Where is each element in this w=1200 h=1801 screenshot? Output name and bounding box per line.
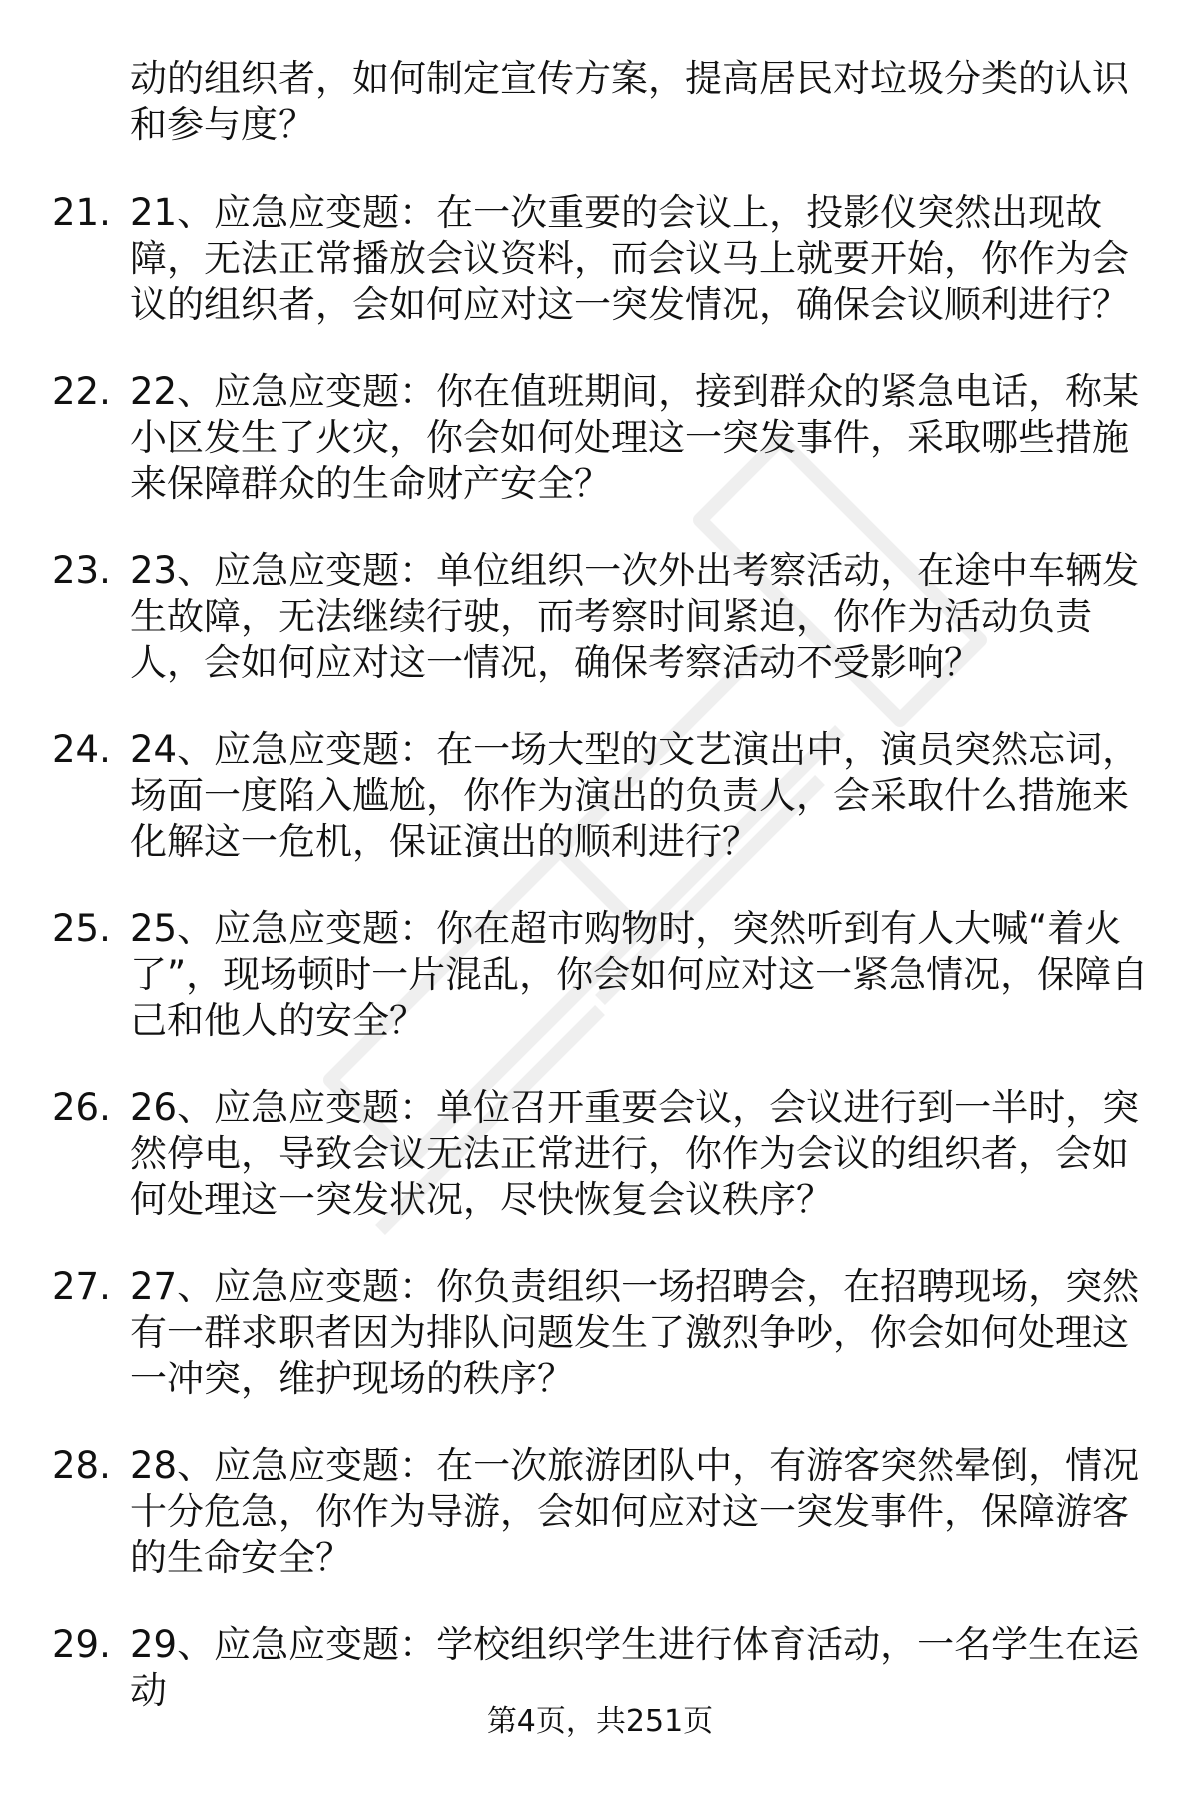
- page-footer: 第4页，共251页: [486, 1704, 714, 1739]
- question-number: 22.: [52, 370, 111, 413]
- question-number: 21.: [52, 191, 111, 234]
- question-number: 25.: [52, 907, 111, 950]
- question-text: 22、应急应变题：你在值班期间，接到群众的紧急电话，称某小区发生了火灾，你会如何处理这一突发事件，采取哪些措施来保障群众的生命财产安全？: [130, 370, 1140, 505]
- question-item: [0, 906, 1200, 1085]
- question-item: [0, 190, 1200, 369]
- question-item: [0, 1264, 1200, 1443]
- question-number: 26.: [52, 1086, 111, 1129]
- question-number: 23.: [52, 549, 111, 592]
- question-item: [0, 727, 1200, 906]
- question-text: 29、应急应变题：学校组织学生进行体育活动，一名学生在运动: [130, 1623, 1140, 1712]
- question-item: [0, 548, 1200, 727]
- question-text: 28、应急应变题：在一次旅游团队中，有游客突然晕倒，情况十分危急，你作为导游，会如何应对这一突发事件，保障游客的生命安全？: [130, 1444, 1140, 1579]
- continued-question-text: 动的组织者，如何制定宣传方案，提高居民对垃圾分类的认识和参与度？: [130, 57, 1129, 146]
- question-item: [0, 369, 1200, 548]
- question-text: 25、应急应变题：你在超市购物时，突然听到有人大喊“着火了”，现场顿时一片混乱，你会如何应对这一紧急情况，保障自己和他人的安全？: [130, 907, 1149, 1042]
- question-number: 27.: [52, 1265, 111, 1308]
- question-number: 28.: [52, 1444, 111, 1487]
- question-text: 24、应急应变题：在一场大型的文艺演出中，演员突然忘词，场面一度陷入尴尬，你作为演出的负责人，会采取什么措施来化解这一危机，保证演出的顺利进行？: [130, 728, 1140, 863]
- question-text: 23、应急应变题：单位组织一次外出考察活动，在途中车辆发生故障，无法继续行驶，而考察时间紧迫，你作为活动负责人，会如何应对这一情况，确保考察活动不受影响？: [130, 549, 1140, 684]
- question-list: [0, 190, 1200, 1801]
- question-text: 27、应急应变题：你负责组织一场招聘会，在招聘现场，突然有一群求职者因为排队问题发生了激烈争吵，你会如何处理这一冲突，维护现场的秩序？: [130, 1265, 1140, 1400]
- question-item: [0, 1085, 1200, 1264]
- question-item: [0, 1443, 1200, 1622]
- question-text: 26、应急应变题：单位召开重要会议，会议进行到一半时，突然停电，导致会议无法正常进行，你作为会议的组织者，会如何处理这一突发状况，尽快恢复会议秩序？: [130, 1086, 1140, 1221]
- question-number: 24.: [52, 728, 111, 771]
- question-number: 29.: [52, 1623, 111, 1666]
- question-text: 21、应急应变题：在一次重要的会议上，投影仪突然出现故障，无法正常播放会议资料，而会议马上就要开始，你作为会议的组织者，会如何应对这一突发情况，确保会议顺利进行？: [130, 191, 1129, 326]
